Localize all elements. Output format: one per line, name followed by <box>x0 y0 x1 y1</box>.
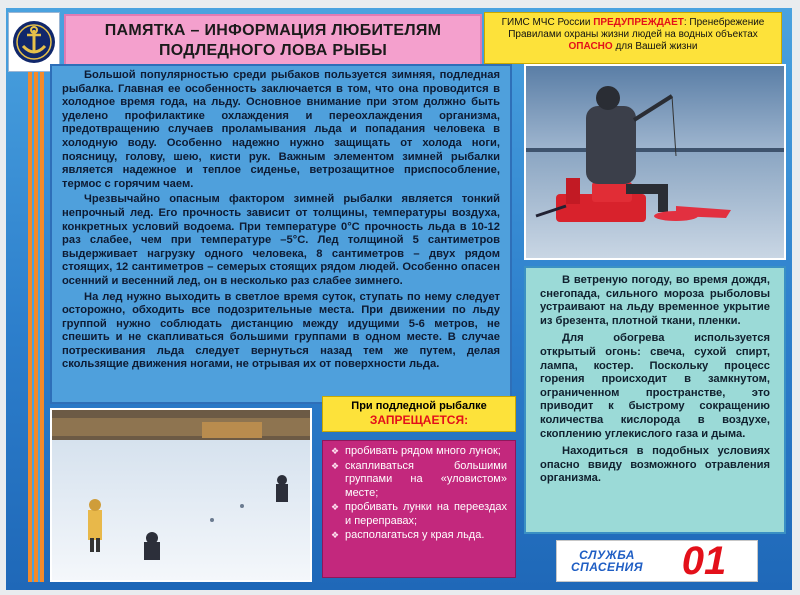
rescue-service-number: 01 <box>681 539 727 583</box>
warning-part-2: ПРЕДУПРЕЖДАЕТ <box>593 17 684 28</box>
warning-box <box>484 12 782 64</box>
ice-fisherman-illustration <box>526 66 784 258</box>
fishers-on-ice-photo <box>50 408 312 582</box>
rescue-service-badge <box>556 540 758 582</box>
side-text-block <box>524 266 786 534</box>
main-paragraph-1: Большой популярностью среди рыбаков пользуется зимняя, подледная рыбалка. Главная ее особенность заключается в том, что она проводится в холодное время года, на льду. Основное внимание при этом должно быть уделено профилактике охлаждения и переохлаждения организма, предотвращению случаев проламывания льда и попадания человека в холодную воду. Особенно надежно нужно защищать от холода ноги, поясницу, голову, шею, кисти рук. Важным элементом зимней рыбалки является надежное и теплое сиденье, ветрозащитное приспособление, термос с горячим чаем. <box>62 69 500 190</box>
warning-part-4: ОПАСНО <box>568 41 613 52</box>
fishers-illustration <box>52 410 310 580</box>
page-title <box>64 14 482 68</box>
rescue-service-label: СЛУЖБА СПАСЕНИЯ <box>570 548 644 574</box>
forbidden-list <box>322 440 516 578</box>
main-paragraph-2: Чрезвычайно опасным фактором зимней рыбалки является тонкий непрочный лед. Его прочность зависит от толщины, температуры воздуха, конкретных условий водоема. При температуре 0°С прочность льда в 10-12 раз слабее, чем при температуре –5°С. Лед толщиной 5 сантиметров выдерживает нагрузку одного человека, 8 сантиметров – двух рядом стоящих, 12 сантиметров – семерых стоящих рядом людей. Особенно опасен осенний и весенний лед, он в несколько раз слабее зимнего. <box>62 193 500 287</box>
warning-part-1: ГИМС МЧС России <box>501 17 594 28</box>
forbidden-item: ❖ скапливаться большими группами на «уловистом» месте; <box>331 460 507 501</box>
ice-fisherman-photo <box>524 64 786 260</box>
warning-part-5: для Вашей жизни <box>612 41 698 52</box>
forbidden-item: ❖ пробивать лунки на переездах и переправах; <box>331 501 507 528</box>
forbidden-heading <box>322 396 516 432</box>
side-paragraph-3: Находиться в подобных условиях опасно ввиду возможного отравления организма. <box>540 445 770 485</box>
title-line-2: ПОДЛЕДНОГО ЛОВА РЫБЫ <box>158 42 388 59</box>
side-paragraph-1: В ветреную погоду, во время дождя, снегопада, сильного мороза рыболовы устраивают на льду временное укрытие из брезента, плотной ткани, пленки. <box>540 274 770 327</box>
main-text-block <box>50 64 512 404</box>
forbidden-heading-red: ЗАПРЕЩАЕТСЯ: <box>369 413 469 427</box>
anchor-emblem-icon <box>12 20 56 64</box>
gims-emblem <box>8 12 60 72</box>
decorative-stripes <box>28 70 44 582</box>
warning-part-3: : Пренебрежение Правилами охраны жизни людей на водных объектах <box>508 17 765 40</box>
forbidden-heading-text: При подледной рыбалке <box>351 400 487 412</box>
main-paragraph-3: На лед нужно выходить в светлое время суток, ступать по нему следует осторожно, обходить все подозрительные места. При движении по льду группой нужно соблюдать дистанцию между идущими 5-6 метров, не спешить и не скапливаться большими группами в одном месте. В случае потрескивания льда следует вернуться назад тем же путем, делая скользящие движения ногами, не отрывая их от поверхности льда. <box>62 290 500 371</box>
title-line-1: ПАМЯТКА – ИНФОРМАЦИЯ ЛЮБИТЕЛЯМ <box>104 22 442 39</box>
forbidden-item: ❖ располагаться у края льда. <box>331 529 507 543</box>
side-paragraph-2: Для обогрева используется открытый огонь: свеча, сухой спирт, лампа, костер. Поскольку процесс горения происходит в замкнутом, ограниченном пространстве, это приводит к быстрому сокращению количества кислорода в воздухе, скоплению углекислого газа и дыма. <box>540 332 770 440</box>
forbidden-item: ❖ пробивать рядом много лунок; <box>331 445 507 459</box>
